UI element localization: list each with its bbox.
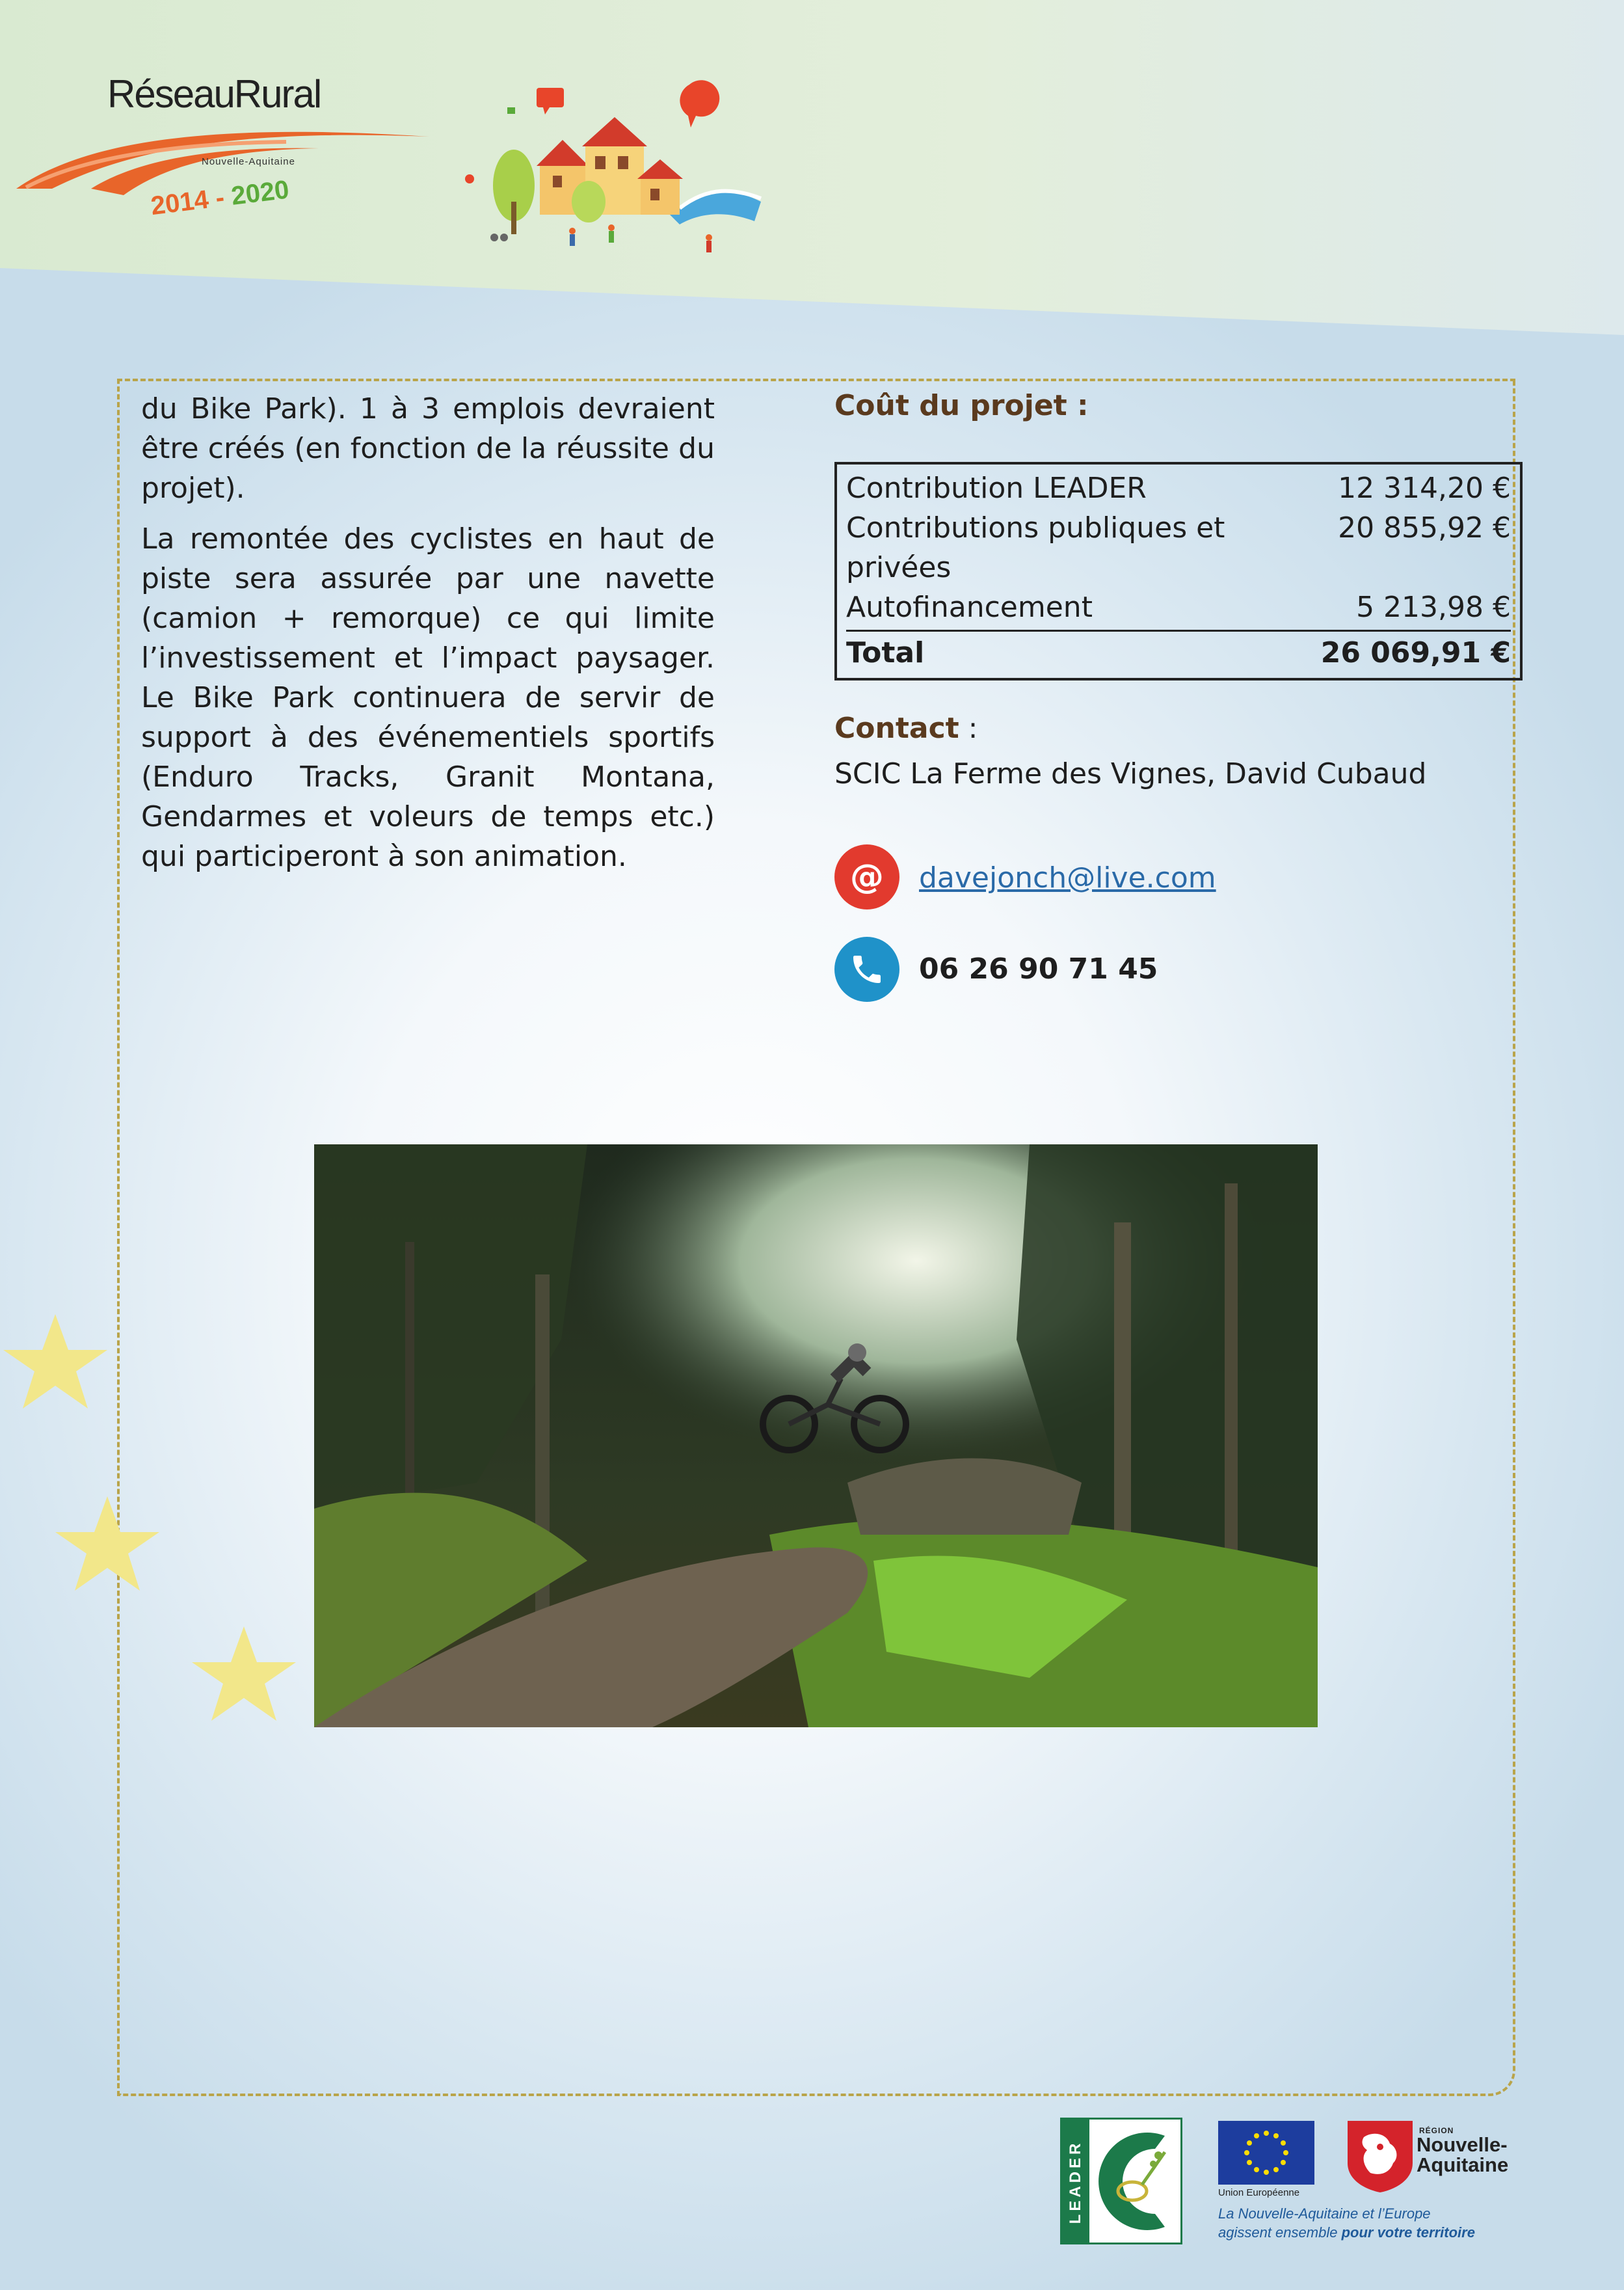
year-start: 2014 xyxy=(149,185,211,221)
contact-heading xyxy=(834,712,978,745)
region-name-line-1: Nouvelle- xyxy=(1417,2133,1508,2156)
email-icon-glyph: @ xyxy=(850,857,884,896)
cost-table xyxy=(834,462,1523,680)
europe-stars-decoration xyxy=(0,1295,325,1750)
star-icon xyxy=(3,1314,107,1408)
region-lion-icon xyxy=(1344,2118,1416,2194)
region-name-line-2: Aquitaine xyxy=(1417,2153,1509,2176)
tagline-line-2 xyxy=(1218,2223,1608,2242)
village-illustration xyxy=(455,72,767,260)
tagline-part-a: agissent ensemble xyxy=(1218,2224,1338,2241)
cost-row-label: Contributions publiques et privées xyxy=(846,511,1225,584)
phone-handset-icon xyxy=(849,951,885,988)
region-small-label: RÉGION xyxy=(1419,2126,1454,2135)
cost-total-label: Total xyxy=(846,636,925,669)
logo-subtitle: Nouvelle-Aquitaine xyxy=(202,156,295,167)
paragraph-1: du Bike Park). 1 à 3 emplois devraient être créés (en fonction de la réussite du projet). xyxy=(141,392,715,505)
eu-label: Union Européenne xyxy=(1218,2187,1300,2198)
eu-flag-icon xyxy=(1218,2121,1314,2185)
contact-heading-text: Contact xyxy=(834,712,959,745)
description-text xyxy=(141,389,715,887)
year-end: 2020 xyxy=(230,175,291,211)
contact-heading-sep: : xyxy=(959,712,978,745)
footer-tagline xyxy=(1218,2204,1608,2242)
star-icon xyxy=(55,1496,159,1591)
email-link[interactable]: davejonch@live.com xyxy=(919,861,1216,895)
star-icon xyxy=(192,1626,296,1721)
cost-total-row xyxy=(846,630,1511,673)
phone-number: 06 26 90 71 45 xyxy=(919,952,1158,986)
tagline-part-b: pour votre territoire xyxy=(1341,2224,1475,2241)
cost-row-value: 12 314,20 € xyxy=(1338,472,1511,505)
year-separator: - xyxy=(213,183,226,213)
email-icon xyxy=(834,844,899,909)
contact-name: SCIC La Ferme des Vignes, David Cubaud xyxy=(834,757,1427,790)
region-name xyxy=(1417,2135,1508,2175)
tagline-line-1: La Nouvelle-Aquitaine et l’Europe xyxy=(1218,2205,1431,2222)
cost-row-value: 5 213,98 € xyxy=(1356,591,1511,624)
cost-row xyxy=(846,468,1511,508)
project-info xyxy=(834,389,1524,986)
footer-logos xyxy=(1060,2118,1606,2261)
cost-row-label: Contribution LEADER xyxy=(846,472,1147,505)
logo-title: RéseauRural xyxy=(107,72,321,116)
cost-row xyxy=(846,508,1511,587)
leader-emblem-icon xyxy=(1093,2126,1178,2237)
cost-total-value: 26 069,91 € xyxy=(1320,636,1511,669)
paragraph-2: La remontée des cyclistes en haut de piste sera assurée par une navette (camion + remorque) ce qui limite l’investissement et l’impact paysager. Le Bike Park continuera de servir de support à des événementiels sportifs (Enduro Tracks, Granit Montana, Gendarmes et voleurs de temps etc.) qui participeront à son animation. xyxy=(141,522,715,873)
cost-row-label: Autofinancement xyxy=(846,591,1093,624)
leader-label: LEADER xyxy=(1067,2140,1084,2224)
leader-logo xyxy=(1060,2118,1182,2244)
phone-icon xyxy=(834,937,899,1002)
cost-row-value: 20 855,92 € xyxy=(1338,511,1511,545)
reseau-rural-logo xyxy=(13,72,436,241)
bike-park-photo xyxy=(314,1144,1318,1727)
cost-heading: Coût du projet : xyxy=(834,389,1089,422)
cost-row xyxy=(846,587,1511,627)
